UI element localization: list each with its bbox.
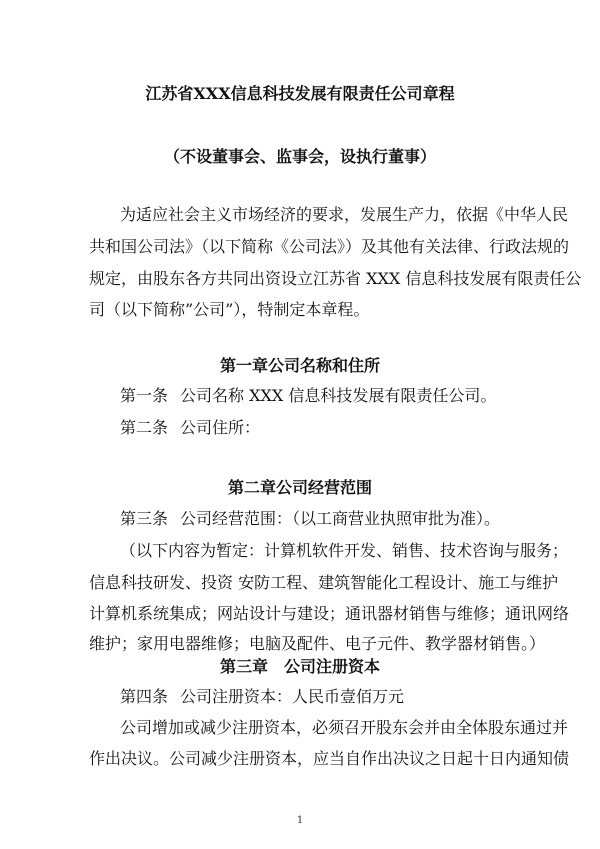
- preamble-line: 共和国公司法》（以下简称《公司法》）及其他有关法律、行政法规的: [89, 237, 570, 256]
- chapter-heading: 第三章 公司注册资本: [219, 657, 380, 676]
- article-label: 第四条: [120, 687, 169, 706]
- preamble-line: 为适应社会主义市场经济的要求，发展生产力，依据《中华人民: [120, 205, 569, 224]
- preamble-line: 规定，由股东各方共同出资设立江苏省 XXX 信息科技发展有限责任公: [89, 269, 582, 288]
- scope-line: （以下内容为暂定：计算机软件开发、销售、技术咨询与服务；: [120, 541, 569, 560]
- preamble-line: 司（以下简称”公司”），特制定本章程。: [89, 300, 370, 319]
- document-title: 江苏省XXX信息科技发展有限责任公司章程: [145, 84, 455, 103]
- chapter-heading: 第二章公司经营范围: [227, 478, 372, 497]
- chapter-heading: 第一章公司名称和住所: [219, 356, 380, 375]
- scope-line: 信息科技研发、投资 安防工程、建筑智能化工程设计、施工与维护: [89, 573, 559, 592]
- capital-line: 公司增加或减少注册资本，必须召开股东会并由全体股东通过并: [120, 718, 569, 737]
- article-text: 公司名称 XXX 信息科技发展有限责任公司。: [180, 386, 497, 405]
- capital-line: 作出决议。公司减少注册资本，应当自作出决议之日起十日内通知债: [89, 749, 570, 768]
- article-text: 公司注册资本：人民币壹佰万元: [180, 687, 405, 706]
- article-label: 第三条: [120, 509, 169, 528]
- article-2: [120, 418, 260, 438]
- scope-line: 维护；家用电器维修；电脑及配件、电子元件、教学器材销售。）: [89, 634, 546, 653]
- article-text: 公司住所：: [180, 418, 261, 437]
- page-number: 1: [296, 815, 304, 826]
- article-1: [120, 386, 496, 406]
- scope-line: 计算机系统集成；网站设计与建设；通讯器材销售与维修；通讯网络: [89, 604, 570, 623]
- document-subtitle: （不设董事会、监事会，设执行董事）: [163, 147, 436, 166]
- article-4: [120, 687, 404, 707]
- article-3: [120, 509, 500, 529]
- article-label: 第一条: [120, 386, 169, 405]
- article-label: 第二条: [120, 418, 169, 437]
- article-text: 公司经营范围：（以工商营业执照审批为准）。: [180, 509, 501, 528]
